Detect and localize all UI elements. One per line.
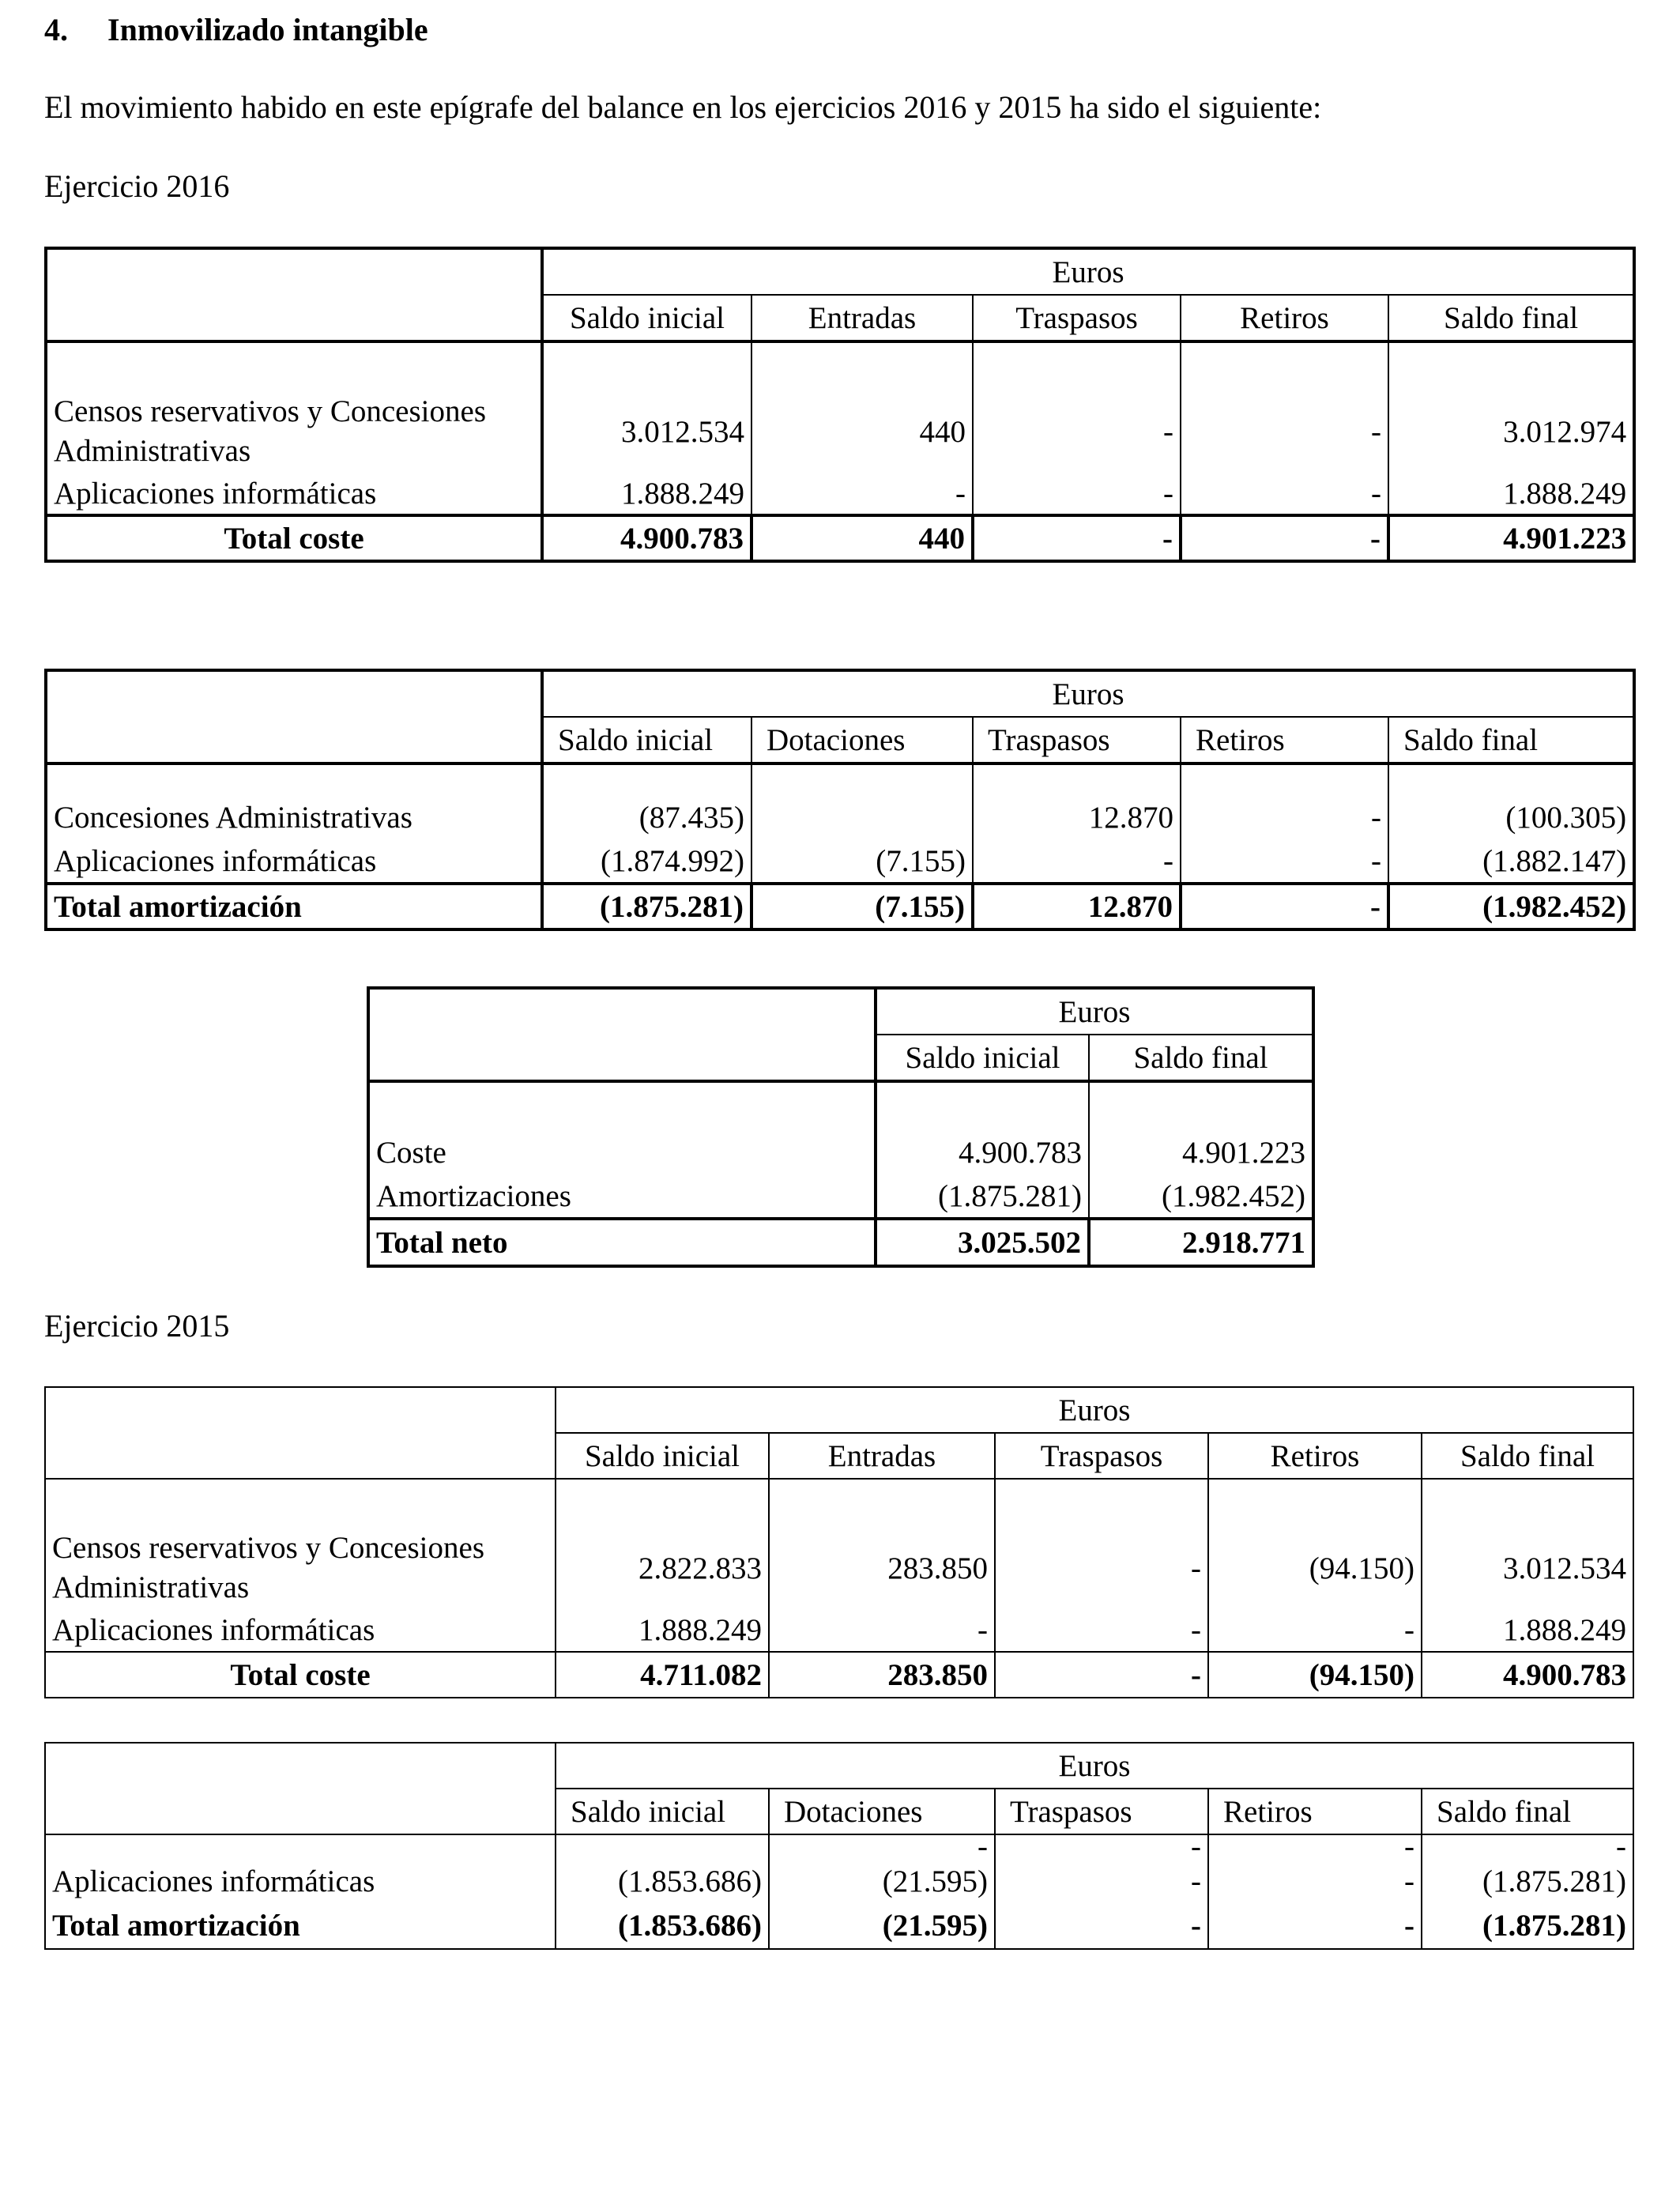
table-2016-amortizacion	[44, 669, 1636, 931]
column-header: Saldo inicial	[876, 1035, 1089, 1081]
table-2015-amortizacion	[44, 1742, 1634, 1950]
cell: -	[1208, 1609, 1422, 1652]
table-2015-coste	[44, 1386, 1634, 1698]
table-2016-neto	[367, 986, 1315, 1268]
cell: (1.875.281)	[1422, 1859, 1633, 1903]
cell: 4.711.082	[556, 1652, 769, 1698]
cell: (7.155)	[751, 884, 973, 929]
column-header: Dotaciones	[751, 717, 973, 763]
currency-header: Euros	[542, 670, 1634, 717]
column-header: Traspasos	[995, 1433, 1208, 1479]
column-header: Retiros	[1208, 1789, 1422, 1834]
row-label: Aplicaciones informáticas	[46, 839, 542, 884]
year-2016-label: Ejercicio 2016	[44, 168, 230, 204]
column-header: Traspasos	[973, 295, 1181, 341]
table-row	[46, 839, 1634, 884]
cell: -	[995, 1652, 1208, 1698]
total-label: Total amortización	[46, 884, 542, 929]
cell: 3.025.502	[876, 1219, 1089, 1266]
cell: -	[995, 1903, 1208, 1949]
table-2016-coste	[44, 247, 1636, 563]
column-header: Traspasos	[973, 717, 1181, 763]
cell: 1.888.249	[556, 1609, 769, 1652]
row-label: Concesiones Administrativas	[46, 795, 542, 839]
cell: 440	[751, 390, 973, 473]
cell: -	[1208, 1903, 1422, 1949]
cell: 3.012.974	[1388, 390, 1634, 473]
cell: (21.595)	[769, 1903, 995, 1949]
table-row	[45, 1609, 1633, 1652]
total-label: Total coste	[46, 515, 542, 561]
cell: (1.875.281)	[876, 1174, 1089, 1219]
cell: -	[1181, 795, 1388, 839]
cell: (7.155)	[751, 839, 973, 884]
total-row	[45, 1652, 1633, 1698]
cell: (1.875.281)	[542, 884, 751, 929]
cell: -	[995, 1859, 1208, 1903]
cell: -	[973, 473, 1181, 515]
table-row	[46, 795, 1634, 839]
cell: (1.875.281)	[1422, 1903, 1633, 1949]
cell: -	[1181, 884, 1388, 929]
column-header: Saldo final	[1422, 1789, 1633, 1834]
cell: 1.888.249	[1388, 473, 1634, 515]
cell: 4.900.783	[1422, 1652, 1633, 1698]
cell: -	[769, 1834, 995, 1859]
table-row	[368, 1130, 1313, 1174]
column-header: Retiros	[1181, 717, 1388, 763]
cell: (94.150)	[1208, 1527, 1422, 1609]
section-number: 4.	[44, 12, 68, 47]
cell: -	[1181, 473, 1388, 515]
total-label: Total amortización	[45, 1903, 556, 1949]
cell: (1.982.452)	[1089, 1174, 1313, 1219]
row-label: Censos reservativos y Concesiones Administrativas	[45, 1527, 556, 1609]
cell: -	[995, 1609, 1208, 1652]
cell: (1.874.992)	[542, 839, 751, 884]
section-title: Inmovilizado intangible	[107, 12, 428, 47]
column-header: Saldo final	[1388, 295, 1634, 341]
cell: 2.822.833	[556, 1527, 769, 1609]
column-header: Entradas	[769, 1433, 995, 1479]
table-row	[45, 1859, 1633, 1903]
cell: 4.900.783	[542, 515, 751, 561]
total-row	[46, 884, 1634, 929]
cell: -	[995, 1834, 1208, 1859]
cell: -	[769, 1609, 995, 1652]
column-header: Saldo inicial	[542, 295, 751, 341]
cell: (21.595)	[769, 1859, 995, 1903]
cell: (1.882.147)	[1388, 839, 1634, 884]
column-header: Saldo inicial	[556, 1433, 769, 1479]
cell: 4.900.783	[876, 1130, 1089, 1174]
table-row	[368, 1174, 1313, 1219]
cell: -	[1208, 1834, 1422, 1859]
row-label: Censos reservativos y Concesiones Administrativas	[46, 390, 542, 473]
cell: -	[1422, 1834, 1633, 1859]
cell: (1.853.686)	[556, 1859, 769, 1903]
row-label: Coste	[368, 1130, 876, 1174]
cell: 283.850	[769, 1652, 995, 1698]
cell: (94.150)	[1208, 1652, 1422, 1698]
column-header: Saldo final	[1388, 717, 1634, 763]
column-header: Entradas	[751, 295, 973, 341]
total-row	[45, 1903, 1633, 1949]
table-row	[46, 473, 1634, 515]
row-label: Aplicaciones informáticas	[46, 473, 542, 515]
cell: -	[973, 515, 1181, 561]
cell: 1.888.249	[1422, 1609, 1633, 1652]
row-label: Amortizaciones	[368, 1174, 876, 1219]
intro-paragraph: El movimiento habido en este epígrafe del balance en los ejercicios 2016 y 2015 ha sido el siguiente:	[44, 89, 1322, 125]
cell	[751, 795, 973, 839]
cell: -	[1181, 515, 1388, 561]
column-header: Traspasos	[995, 1789, 1208, 1834]
table-row	[46, 390, 1634, 473]
column-header: Retiros	[1208, 1433, 1422, 1479]
cell: 283.850	[769, 1527, 995, 1609]
cell: -	[973, 390, 1181, 473]
row-label: Aplicaciones informáticas	[45, 1859, 556, 1903]
column-header: Saldo final	[1089, 1035, 1313, 1081]
column-header: Dotaciones	[769, 1789, 995, 1834]
cell: -	[995, 1527, 1208, 1609]
year-2015-label: Ejercicio 2015	[44, 1308, 230, 1344]
cell: (87.435)	[542, 795, 751, 839]
cell: -	[751, 473, 973, 515]
column-header: Retiros	[1181, 295, 1388, 341]
total-row	[46, 515, 1634, 561]
cell: 4.901.223	[1388, 515, 1634, 561]
cell: 4.901.223	[1089, 1130, 1313, 1174]
cell: -	[1208, 1859, 1422, 1903]
cell: (100.305)	[1388, 795, 1634, 839]
cell: (1.853.686)	[556, 1903, 769, 1949]
cell: 3.012.534	[1422, 1527, 1633, 1609]
cell: 3.012.534	[542, 390, 751, 473]
currency-header: Euros	[542, 248, 1634, 295]
column-header: Saldo inicial	[542, 717, 751, 763]
cell: -	[973, 839, 1181, 884]
table-row	[45, 1527, 1633, 1609]
cell: -	[1181, 390, 1388, 473]
cell: -	[1181, 839, 1388, 884]
currency-header: Euros	[876, 988, 1313, 1035]
cell: 2.918.771	[1089, 1219, 1313, 1266]
currency-header: Euros	[556, 1387, 1633, 1433]
total-row	[368, 1219, 1313, 1266]
cell: 12.870	[973, 795, 1181, 839]
total-label: Total coste	[45, 1652, 556, 1698]
cell: 440	[751, 515, 973, 561]
cell: 1.888.249	[542, 473, 751, 515]
column-header: Saldo inicial	[556, 1789, 769, 1834]
currency-header: Euros	[556, 1743, 1633, 1789]
column-header: Saldo final	[1422, 1433, 1633, 1479]
cell: (1.982.452)	[1388, 884, 1634, 929]
row-label: Aplicaciones informáticas	[45, 1609, 556, 1652]
total-label: Total neto	[368, 1219, 876, 1266]
cell: 12.870	[973, 884, 1181, 929]
